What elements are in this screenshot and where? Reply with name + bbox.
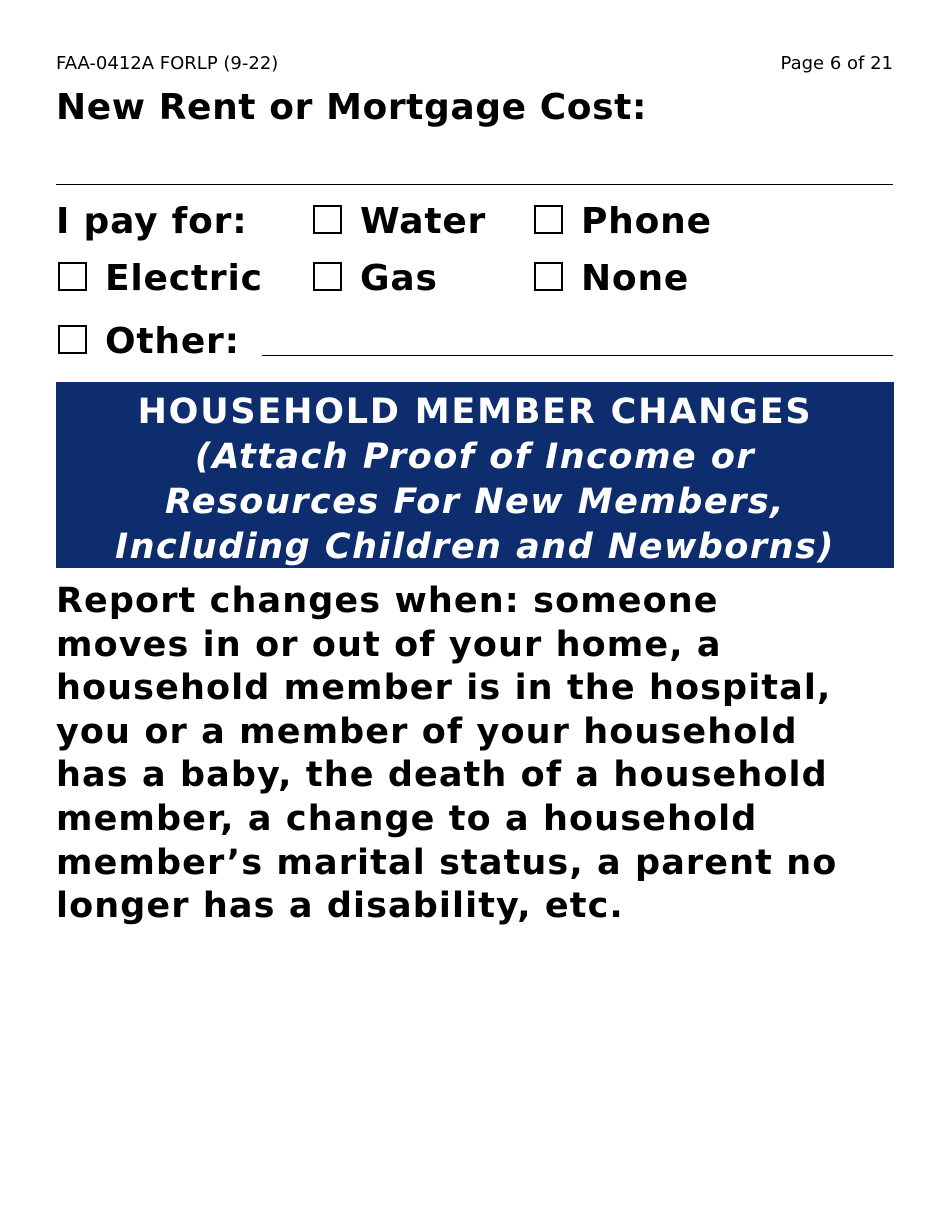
report-changes-text: Report changes when: someone moves in or out of your home, a household member is in the hospital, you or a member of your household has a baby, the death of a household member, a change to a household member’s marital status, a parent no longer has a disability, etc. <box>56 581 838 927</box>
other-label: Other: <box>105 321 240 362</box>
form-id: FAA-0412A FORLP (9-22) <box>56 53 279 74</box>
gas-checkbox[interactable] <box>313 262 342 291</box>
water-checkbox[interactable] <box>313 205 342 234</box>
gas-label: Gas <box>360 258 438 299</box>
none-checkbox[interactable] <box>534 262 563 291</box>
banner-heading: HOUSEHOLD MEMBER CHANGES <box>137 392 813 432</box>
other-field[interactable] <box>262 355 893 356</box>
electric-checkbox[interactable] <box>58 262 87 291</box>
water-label: Water <box>360 201 487 242</box>
pay-for-label: I pay for: <box>56 201 248 242</box>
household-changes-banner <box>56 382 894 568</box>
electric-label: Electric <box>105 258 263 299</box>
banner-subheading: (Attach Proof of Income or Resources For New Members, Including Children and Newborns) <box>115 437 835 567</box>
page-title: New Rent or Mortgage Cost: <box>56 87 647 128</box>
rent-cost-field[interactable] <box>56 184 893 185</box>
none-label: None <box>581 258 690 299</box>
other-checkbox[interactable] <box>58 325 87 354</box>
phone-label: Phone <box>581 201 712 242</box>
page-number: Page 6 of 21 <box>780 53 893 74</box>
phone-checkbox[interactable] <box>534 205 563 234</box>
